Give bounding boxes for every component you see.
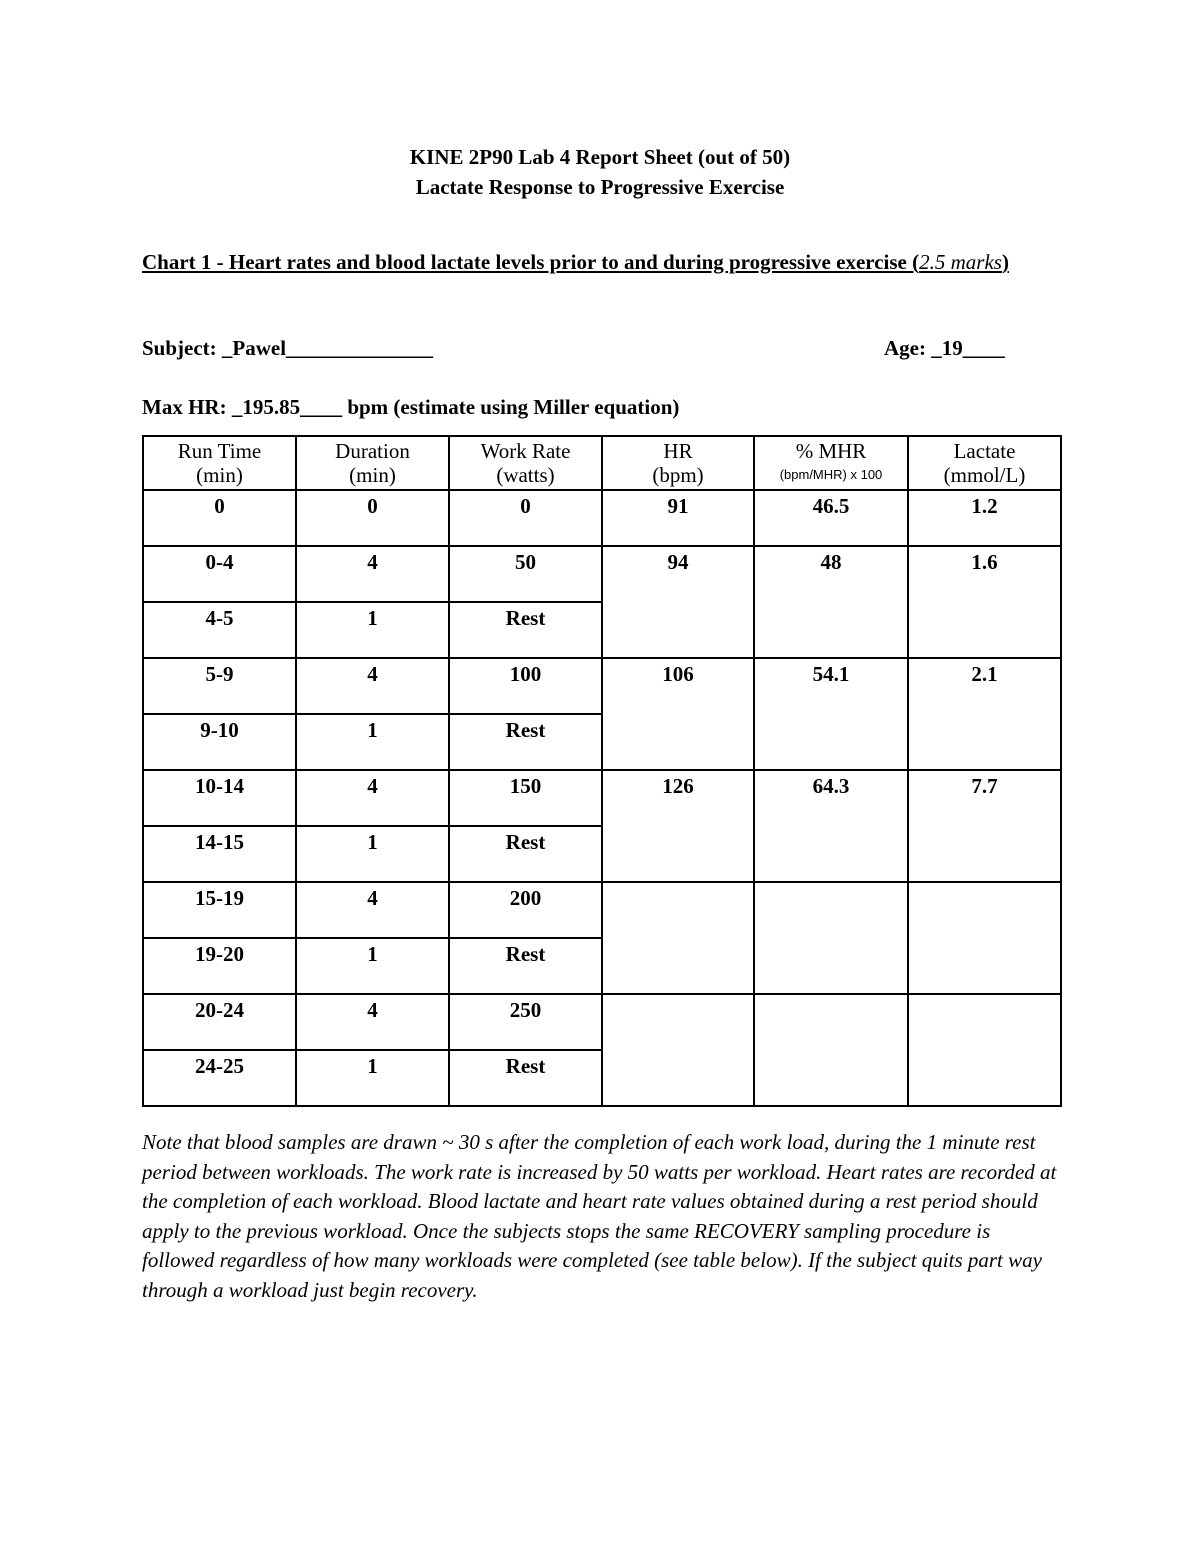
work-rate-cell: Rest [449,714,602,770]
table-row [143,490,1061,546]
mhr-cell [754,994,908,1106]
duration-cell: 4 [296,882,449,938]
duration-cell: 1 [296,714,449,770]
work-rate-cell: Rest [449,826,602,882]
hr-cell: 106 [602,658,754,770]
run-time-cell: 20-24 [143,994,296,1050]
header-work-rate: Work Rate (watts) [449,436,602,490]
lactate-cell [908,994,1061,1106]
duration-cell: 1 [296,938,449,994]
run-time-cell: 0-4 [143,546,296,602]
table-row [143,770,1061,826]
duration-cell: 4 [296,546,449,602]
mhr-cell [754,882,908,994]
mhr-cell: 46.5 [754,490,908,546]
hr-cell: 91 [602,490,754,546]
duration-cell: 0 [296,490,449,546]
duration-cell: 1 [296,1050,449,1106]
duration-cell: 4 [296,658,449,714]
chart-heading-close: ) [1001,250,1009,274]
work-rate-cell: Rest [449,938,602,994]
table-row [143,994,1061,1050]
lactate-cell: 1.2 [908,490,1061,546]
header-hr: HR (bpm) [602,436,754,490]
run-time-cell: 9-10 [143,714,296,770]
mhr-cell: 54.1 [754,658,908,770]
work-rate-cell: 0 [449,490,602,546]
hr-cell [602,994,754,1106]
lactate-cell [908,882,1061,994]
run-time-cell: 15-19 [143,882,296,938]
lactate-cell: 1.6 [908,546,1061,658]
max-hr-line: Max HR: _195.85____ bpm (estimate using Miller equation) [142,395,680,419]
duration-cell: 1 [296,602,449,658]
report-title: KINE 2P90 Lab 4 Report Sheet (out of 50) [409,145,791,169]
lactate-table [142,435,1062,1107]
duration-cell: 4 [296,994,449,1050]
table-row [143,546,1061,602]
run-time-cell: 19-20 [143,938,296,994]
lactate-cell: 7.7 [908,770,1061,882]
hr-cell: 126 [602,770,754,882]
work-rate-cell: 200 [449,882,602,938]
mhr-cell: 48 [754,546,908,658]
report-subtitle: Lactate Response to Progressive Exercise [415,175,785,199]
header-lactate: Lactate (mmol/L) [908,436,1061,490]
lactate-cell: 2.1 [908,658,1061,770]
duration-cell: 4 [296,770,449,826]
chart-heading-marks: 2.5 marks [919,250,1002,274]
chart-heading [142,248,1062,277]
table-header-row [143,436,1061,490]
run-time-cell: 24-25 [143,1050,296,1106]
chart-heading-text: Chart 1 - Heart rates and blood lactate levels prior to and during progressive exercise ( [142,250,920,274]
header-percent-mhr: % MHR (bpm/MHR) x 100 [754,436,908,490]
work-rate-cell: 100 [449,658,602,714]
run-time-cell: 0 [143,490,296,546]
subject-line: Subject: _Pawel______________ [142,336,434,360]
work-rate-cell: 250 [449,994,602,1050]
run-time-cell: 4-5 [143,602,296,658]
header-duration: Duration (min) [296,436,449,490]
table-row [143,882,1061,938]
run-time-cell: 10-14 [143,770,296,826]
work-rate-cell: 50 [449,546,602,602]
mhr-cell: 64.3 [754,770,908,882]
procedure-note: Note that blood samples are drawn ~ 30 s after the completion of each work load, during the 1 minute rest period between workloads. The work rate is increased by 50 watts per workload. Heart rates are recorded at the completion of each workload. Blood lactate and heart rate values obtained during a rest period should apply to the previous workload. Once the subjects stops the same RECOVERY sampling procedure is followed regardless of how many workloads were completed (see table below). If the subject quits part way through a workload just begin recovery. [142,1130,1057,1302]
age-line: Age: _19____ [884,336,1005,360]
table-row [143,658,1061,714]
run-time-cell: 14-15 [143,826,296,882]
duration-cell: 1 [296,826,449,882]
hr-cell [602,882,754,994]
work-rate-cell: Rest [449,602,602,658]
header-run-time: Run Time (min) [143,436,296,490]
work-rate-cell: Rest [449,1050,602,1106]
hr-cell: 94 [602,546,754,658]
work-rate-cell: 150 [449,770,602,826]
run-time-cell: 5-9 [143,658,296,714]
